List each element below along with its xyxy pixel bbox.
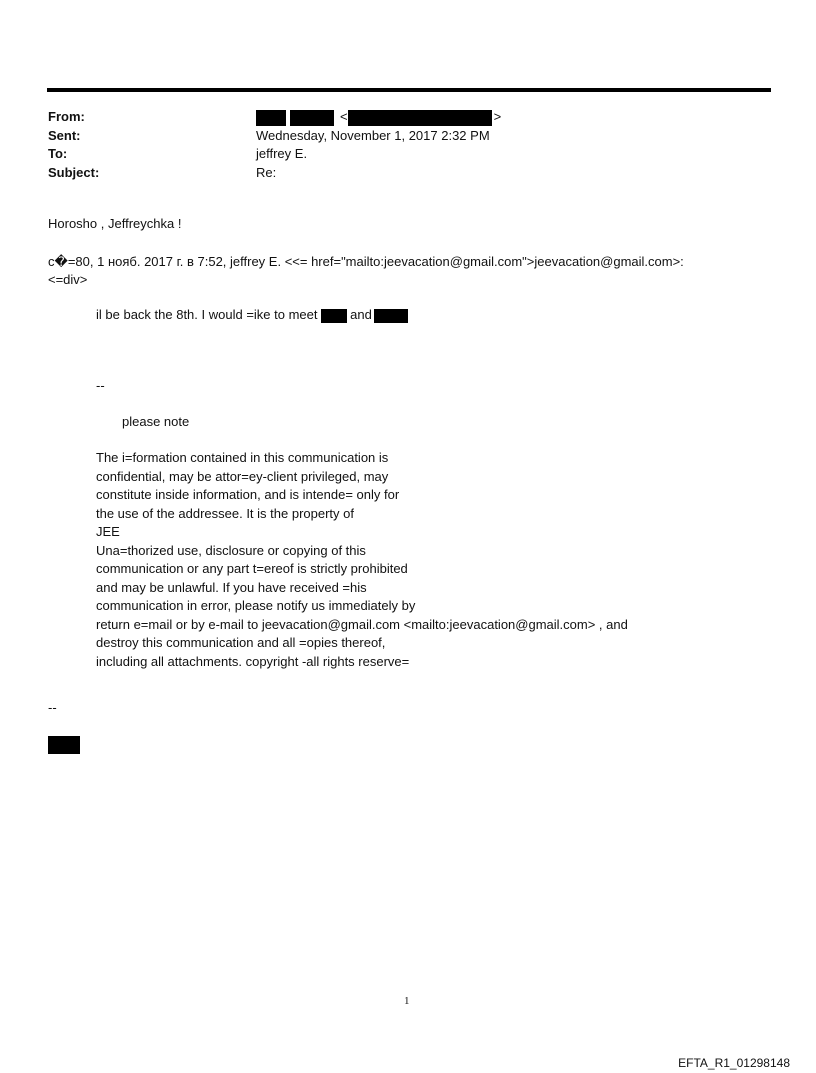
disclaimer-line: JEE: [96, 524, 120, 539]
disclaimer-line: return e=mail or by e-mail to jeevacation@gmail.com <mailto:jeevacation@gmail.com> , and: [96, 616, 628, 632]
message-and: and: [350, 307, 372, 322]
separator-dashes: --: [96, 378, 105, 393]
disclaimer-line: Una=thorized use, disclosure or copying of this: [96, 542, 366, 558]
subject-value: Re:: [256, 164, 277, 180]
subject-label: Subject:: [48, 164, 100, 180]
bates-number: EFTA_R1_01298148: [678, 1056, 790, 1070]
disclaimer-line: communication or any part t=ereof is strictly prohibited: [96, 561, 408, 576]
redaction-block: [290, 110, 334, 126]
quote-div-line: <=div>: [48, 272, 88, 287]
signature-redaction: [48, 736, 80, 754]
disclaimer-line: constitute inside information, and is intende= only for: [96, 487, 400, 502]
disclaimer-line: communication in error, please notify us immediately by: [96, 598, 416, 613]
redaction-block: [348, 110, 492, 126]
redaction-block: [256, 110, 286, 126]
disclaimer-line: and may be unlawful. If you have received =his: [96, 579, 367, 595]
to-value: jeffrey E.: [256, 146, 308, 161]
redaction-block: [321, 309, 347, 323]
header-rule: [47, 88, 771, 92]
disclaimer-line: The i=formation contained in this communication is: [96, 450, 389, 465]
from-lt: <: [340, 109, 348, 124]
signature-dashes: --: [48, 700, 57, 715]
disclaimer-block: [96, 449, 628, 671]
disclaimer-line: confidential, may be attor=ey-client privileged, may: [96, 468, 389, 484]
to-label: To:: [48, 146, 68, 161]
sent-label: Sent:: [48, 127, 81, 143]
message-text: il be back the 8th. I would =ike to meet: [96, 307, 318, 322]
redaction-block: [374, 309, 408, 323]
from-value: [256, 108, 501, 126]
page-number: 1: [404, 995, 410, 1007]
from-gt: >: [493, 109, 502, 124]
sent-value: Wednesday, November 1, 2017 2:32 PM: [256, 127, 490, 143]
disclaimer-line: the use of the addressee. It is the property of: [96, 505, 354, 521]
disclaimer-line: including all attachments. copyright -all rights reserve=: [96, 653, 410, 669]
greeting: Horosho , Jeffreychka !: [48, 216, 182, 231]
please-note: please note: [122, 414, 190, 429]
from-label: From:: [48, 109, 85, 124]
message-line: [96, 307, 408, 323]
quote-header-line: с�=80, 1 нояб. 2017 г. в 7:52, jeffrey E. <<= href="mailto:jeevacation@gmail.com">jeevacation@gmail.com>:: [48, 254, 684, 269]
disclaimer-line: destroy this communication and all =opies thereof,: [96, 635, 386, 650]
